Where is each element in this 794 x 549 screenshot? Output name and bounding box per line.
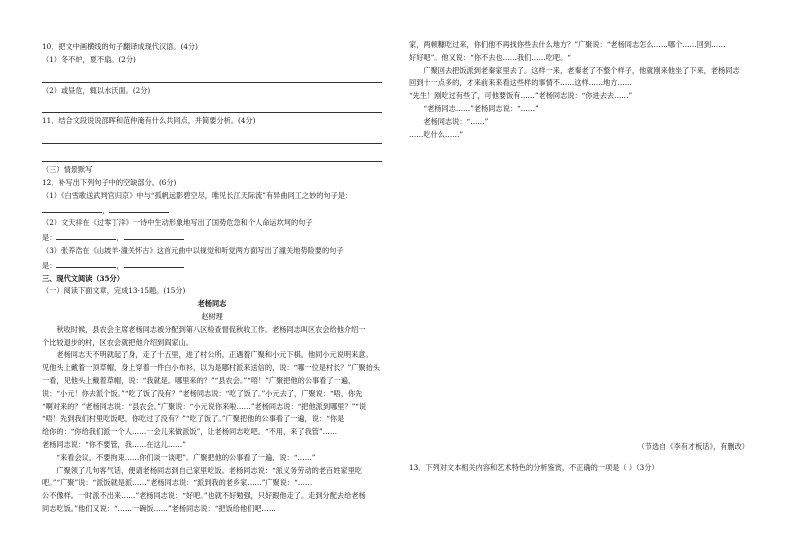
question-11: 11．结合文段说说邵晖和范仲淹有什么共同点，并简要分析。(4分): [42, 116, 256, 126]
story-line: “先生！刚吃过有些了，可他要饭有……”老杨同志说：“你进去去……”: [409, 91, 633, 101]
fill-blank[interactable]: [42, 204, 102, 213]
question-13: 13．下列对文本相关内容和艺术特色的分析鉴赏，不正确的一项是（ ）（3分）: [409, 463, 659, 473]
story-title: 老杨同志: [197, 299, 227, 309]
answer-line[interactable]: [42, 98, 382, 113]
story-line: 广聚回去把饭派到老秦家里去了。这样一来，老秦老了不整个样子，他就刚来他坐了下来，老杨同志: [423, 65, 740, 75]
story-text-left: [42, 325, 382, 515]
story-line: 秋收时候，县农会主席老杨同志被分配到第八区检查督促秋收工作。老杨同志叫区农会给他介绍一: [56, 324, 366, 334]
question-10-part-2: （2）或昼危，辄以水沃面。(2分): [42, 85, 151, 95]
question-12-part-2: （2）文天祥在《过零丁洋》一诗中生动形象地写出了国势危急和个人命运坎坷的句子: [42, 218, 313, 228]
story-line: 见他头上戴着一顶草帽，身上穿着一件白小布衫，以为是哪村派来送信的，说：“哪一位是村长？”广聚抬头: [42, 363, 380, 373]
right-column: [409, 40, 749, 476]
section-situation-dictation: （三）情景默写: [42, 165, 93, 175]
section-modern-reading: 三、现代文阅读（35分）: [42, 273, 124, 283]
story-author: 赵树理: [201, 311, 223, 321]
story-text-right: [409, 40, 749, 140]
fill-blank[interactable]: [56, 259, 116, 268]
question-12-part-3: （3）张养浩在《山坡羊·潼关怀古》这首元曲中以视觉和听觉两方面写出了潼关地势险要的句子: [42, 245, 344, 255]
subsection-reading-1: （一）阅读下面文章，完成13-15题。(15分): [42, 286, 186, 296]
story-line: 家，两顿糠吃过来，你们他不再找你些去什么地方？”广聚说：“老杨同志怎么……哪个……回到……: [409, 40, 726, 49]
fill-blank[interactable]: [124, 259, 184, 268]
story-line: 一看，见他头上戴着草帽，说：“我就是。哪里来的？”“县农会。”“唔！”广聚把他的公事看了一遍，: [42, 375, 356, 385]
story-line: “老杨同志……”老杨同志说：“……”: [423, 103, 539, 113]
question-12-part-1: （1）《白雪歌送武判官归京》中与“孤帆远影碧空尽，唯见长江天际流”有异曲同工之妙的句子是：: [42, 190, 353, 200]
story-line: ……吃什么……”: [409, 129, 463, 139]
question-10: 10．把文中画横线的句子翻译成现代汉语。(4分): [42, 42, 198, 51]
story-line: 老杨同志说：“你不要管，我……在这儿……”: [42, 439, 186, 449]
question-12-part-1-blanks: ，: [42, 204, 382, 217]
story-text-continued: [409, 142, 749, 442]
story-line: 广聚领了几句客气话，便请老杨同志到自己家里吃饭。老杨同志说：“派义务劳动的老百姓家里吃: [56, 465, 362, 475]
left-column: [42, 40, 382, 517]
story-line: “啊对来的？”老杨同志说：“县农会。”广聚说：“小元说你来啦……”老杨同志说：“把他派到哪里？”“说: [42, 401, 367, 411]
source-note: （节选自《李有才板话》，有删改）: [637, 442, 749, 452]
story-line: 给你的：“你给我们派一个人……一会儿来做派饭”，让老杨同志吃吧。“不用，来了我管”……: [42, 427, 338, 437]
story-line: 公不像样。一时派不出来……”老杨同志说：“好吧。”也就不好勉强，只好跟他走了。走到分配去给老杨: [42, 491, 366, 501]
answer-line[interactable]: [42, 129, 382, 144]
story-line: 同志吃饭。”他们又说：“……一碗饭……”老杨同志说：“把饭给他们吧……: [42, 503, 276, 513]
story-line: 好好吧”。他又说：“你不去也……我们……吃吧。“: [409, 52, 571, 62]
question-10-part-1: （1）冬不炉，夏不扇。(2分): [42, 54, 136, 64]
story-line: 吧。”“广聚”说：“派饭就是派……”老杨同志说：“派到我的老乡家……”广聚说：“……: [42, 478, 313, 488]
story-line: “来看会议，不要拘束……你们谈一谈吧”。广聚把他的公事看了一遍，说：“……”: [56, 452, 316, 462]
fill-blank[interactable]: [56, 231, 116, 240]
answer-line[interactable]: [42, 68, 382, 83]
fill-blank[interactable]: [109, 204, 169, 213]
story-line: “唔！先到我们村里吃饭吧，你吃过了没有？”“吃了饭了。”广聚把他的公事看了一遍，说：“你是: [42, 414, 345, 424]
answer-line[interactable]: [42, 147, 382, 162]
story-line: 老杨同志天不明就起了身，走了十五里，进了村公所，正遇着广聚和小元下棋。他同小元说明来意。: [56, 350, 373, 360]
story-line: 个比较退步的村，区农会就把他介绍到阎家山。: [42, 337, 193, 347]
fill-blank[interactable]: [124, 231, 184, 240]
story-line: 回到十一点多的，才来前来来看这些样的事情不……这样……地方……: [409, 78, 632, 88]
story-line: 老杨同志说：“……”: [423, 116, 489, 126]
story-line: 说：“小元！你去派个饭。”“吃了饭了没有？”老杨同志说：“吃了饭了。”小元去了，广聚说：“唔，你先: [42, 388, 363, 398]
question-12-part-2-blanks: 是： ，: [42, 231, 382, 244]
question-12: 12．补写出下列句子中的空缺部分。(6分): [42, 177, 177, 187]
question-12-part-3-blanks: 是： ，: [42, 259, 382, 272]
